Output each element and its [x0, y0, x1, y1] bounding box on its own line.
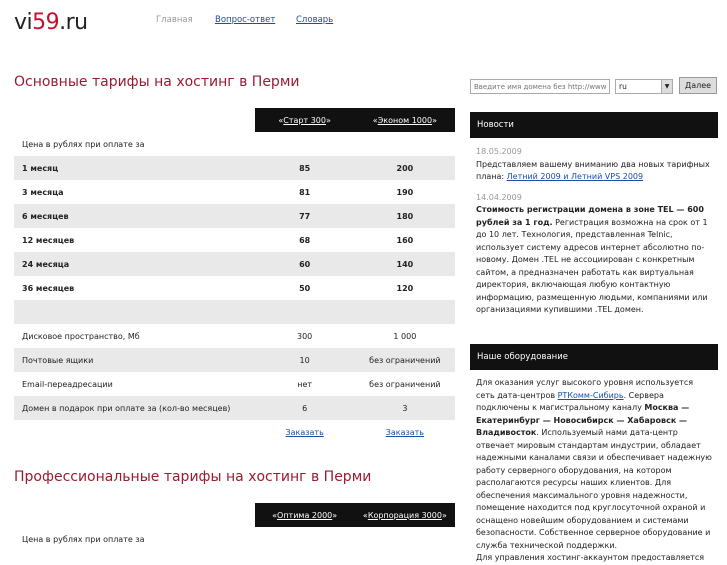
table-row: 12 месяцев 68 160: [22, 235, 414, 245]
order-row: [14, 420, 455, 444]
section-title-professional: Профессиональные тарифы на хостинг в Перми: [14, 469, 372, 485]
table-row: Почтовые ящики 10 без ограничений: [14, 348, 455, 372]
table-row: Домен в подарок при оплате за (кол-во месяцев) 6 3: [14, 396, 455, 420]
table-row: 36 месяцев 50 120: [22, 283, 414, 293]
news-date: 18.05.2009: [476, 147, 522, 156]
table-row: 24 месяца 60 140: [14, 252, 455, 276]
price-header-row: Цена в рублях при оплате за: [22, 139, 145, 149]
plan-econom-1000[interactable]: «Эконом 1000»: [355, 108, 455, 132]
order-start-300-link[interactable]: Заказать: [285, 427, 324, 437]
equipment-heading: Наше оборудование: [470, 344, 718, 370]
domain-search-input[interactable]: [470, 79, 610, 94]
table-header-row: [14, 503, 455, 527]
rtkomm-link[interactable]: РТКомм-Сибирь: [557, 390, 624, 400]
news-link-summer-2009[interactable]: Летний 2009 и Летний VPS 2009: [506, 172, 644, 181]
price-header-row: Цена в рублях при оплате за: [22, 534, 145, 544]
chevron-down-icon: ▼: [661, 80, 672, 93]
table-header-row: [14, 108, 455, 132]
order-econom-1000-link[interactable]: Заказать: [385, 427, 425, 437]
plan-optima-2000[interactable]: «Оптима 2000»: [255, 503, 355, 527]
search-next-button[interactable]: Далее: [679, 77, 717, 94]
site-logo[interactable]: vi59.ru: [14, 10, 88, 35]
news-item: 18.05.2009 Представляем вашему вниманию два новых тарифных плана: Летний 2009 и Летний VPS 2009: [476, 146, 714, 184]
equipment-text: Для оказания услуг высокого уровня используется сеть дата-центров РТКомм-Сибирь. Сервера подключены к магистральному каналу Москва — Екатеринбург — Новосибирск — Хабаровск — Владивосток. Используемый нами дата-центр отвечает мировым стандартам индустрии, обладает надежными каналами связи и обеспечивает надежную работу серверного оборудования, на котором располагаются ресурсы наших клиентов. Для обеспечения максимального уровня надежности, помещение находится под круглосуточной охраной и оснащено новейшим оборудованием и системами безопасности. Собственное серверное оборудование и служба технической поддержки. Для управления хостинг-аккаунтом предоставляется: [476, 378, 712, 562]
table-row: 3 месяца 81 190: [22, 187, 414, 197]
basic-tariffs-table: [14, 108, 455, 444]
table-row: 6 месяцев 77 180: [14, 204, 455, 228]
section-title-basic: Основные тарифы на хостинг в Перми: [14, 74, 300, 90]
nav-dictionary-link[interactable]: Словарь: [296, 15, 334, 25]
news-date: 14.04.2009: [476, 192, 522, 202]
plan-corporation-3000[interactable]: «Корпорация 3000»: [355, 503, 455, 527]
news-item: 14.04.2009 Стоимость регистрации домена в зоне TEL — 600 рублей за 1 год. Регистрация возможна на срок от 1 до 10 лет. Технология, представленная Telnic, использует систему адресов интернет абсолютно по-новому. Домен .TEL не ассоциирован с конкретным сайтом, а предназначен работать как виртуальная директория, включающая любую контактную информацию, размещенную людьми, компаниями или организациями купившими .TEL домен.: [476, 192, 714, 317]
table-row: Email-переадресации нет без ограничений: [22, 379, 441, 389]
table-row: Дисковое пространство, Мб 300 1 000: [22, 331, 417, 341]
plan-start-300[interactable]: «Старт 300»: [255, 108, 355, 132]
zone-select[interactable]: ru ▼: [615, 79, 673, 94]
spacer-row: [14, 300, 455, 324]
news-list: [476, 146, 714, 317]
table-row: 1 месяц 85 200: [14, 156, 455, 180]
nav-home[interactable]: Главная: [156, 15, 193, 25]
professional-tariffs-table: [14, 503, 455, 551]
nav-faq-link[interactable]: Вопрос-ответ: [215, 15, 276, 25]
news-heading: Новости: [470, 112, 718, 138]
